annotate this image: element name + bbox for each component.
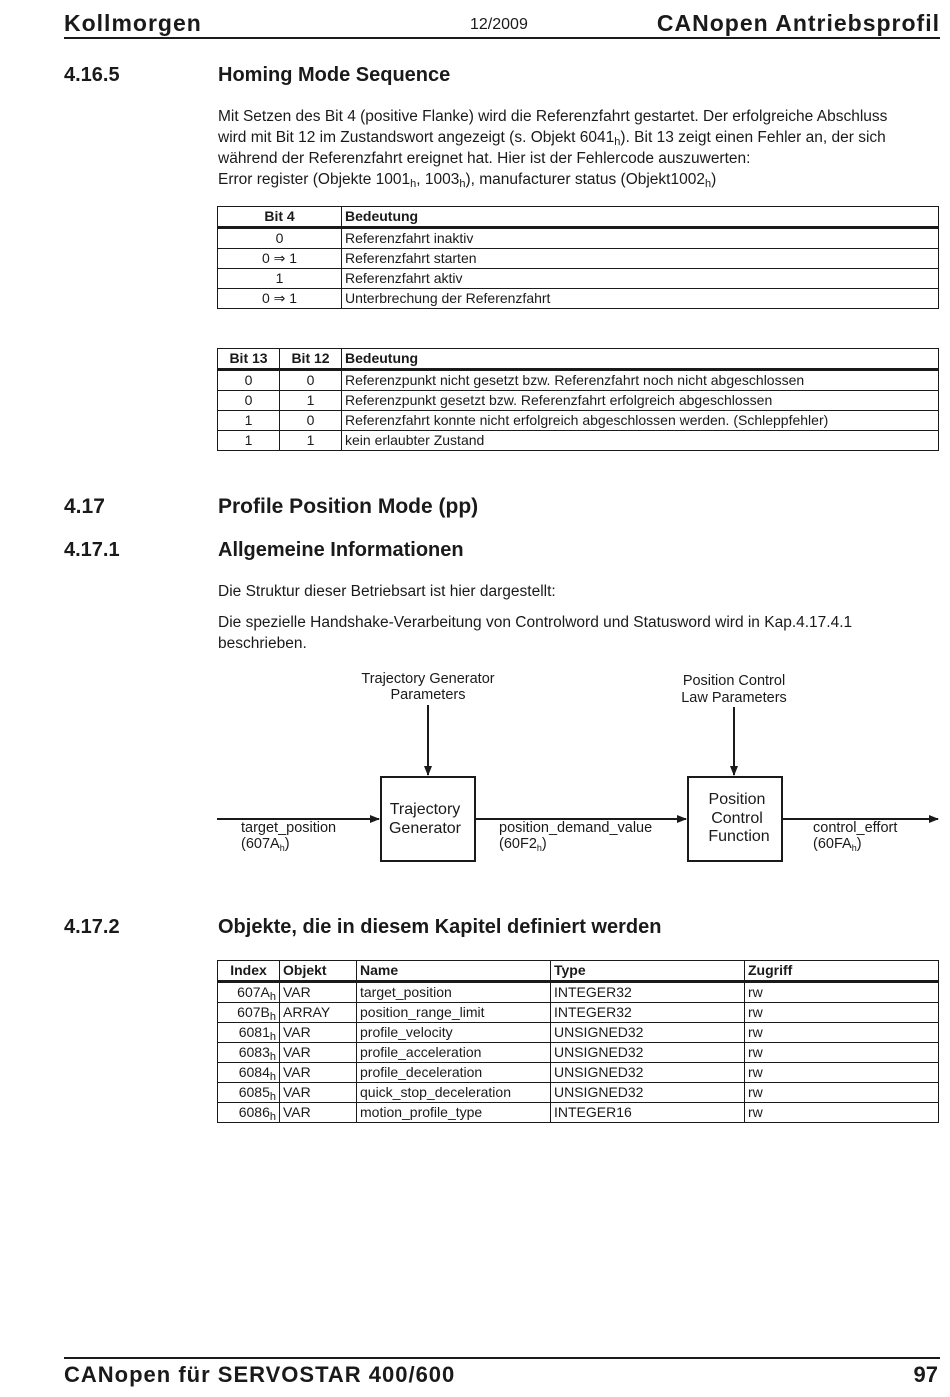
column-header: Bit 13 (218, 349, 280, 370)
table-row (218, 1103, 939, 1123)
table-cell (218, 982, 280, 1003)
para-line: Die Struktur dieser Betriebsart ist hier dargestellt: (218, 583, 556, 600)
index-value: 6084 (238, 1064, 270, 1080)
header-date: 12/2009 (470, 16, 528, 33)
para-line: wird mit Bit 12 im Zustandswort angezeigt (s. Objekt 6041 (218, 129, 615, 146)
table-row (218, 1043, 939, 1063)
table-row (218, 982, 939, 1003)
demand-signal-label: position_demand_value (499, 820, 653, 836)
subscript: h (269, 1071, 276, 1083)
header-right: CANopen Antriebsprofil (656, 10, 940, 36)
table-cell: rw (745, 1023, 939, 1043)
subscript: h (410, 178, 417, 190)
pc-box-label: Position (708, 791, 766, 808)
table-cell: UNSIGNED32 (551, 1023, 745, 1043)
section-title: Allgemeine Informationen (218, 539, 464, 561)
header-left: Kollmorgen (64, 10, 202, 36)
table-cell: VAR (280, 1103, 357, 1123)
table-cell: Referenzpunkt nicht gesetzt bzw. Referenzfahrt noch nicht abgeschlossen (342, 370, 939, 391)
trajectory-generator-box (381, 777, 475, 861)
table-cell: 0 ⇒ 1 (218, 289, 342, 309)
column-header: Bedeutung (342, 207, 939, 228)
column-header: Type (551, 961, 745, 982)
table-cell: 1 (218, 269, 342, 289)
table-cell: VAR (280, 1023, 357, 1043)
section-title: Profile Position Mode (pp) (218, 495, 479, 518)
table-cell: rw (745, 1083, 939, 1103)
table-cell: ARRAY (280, 1003, 357, 1023)
pc-box-label: Function (708, 828, 770, 845)
page-number: 97 (913, 1362, 938, 1387)
table-cell: rw (745, 1103, 939, 1123)
table-header-row (218, 961, 939, 982)
column-header: Name (357, 961, 551, 982)
input-signal-label: target_position (241, 820, 337, 836)
table-cell: 0 (218, 370, 280, 391)
index-value: 6086 (238, 1104, 270, 1120)
para-line: Mit Setzen des Bit 4 (positive Flanke) wird die Referenzfahrt gestartet. Der erfolgreiche Abschluss (218, 108, 888, 125)
subscript: h (704, 178, 712, 190)
subscript: h (614, 136, 621, 148)
table-cell: rw (745, 1063, 939, 1083)
table-cell: Referenzfahrt aktiv (342, 269, 939, 289)
table-cell: 1 (218, 431, 280, 451)
demand-signal-index: $(60F2_h)$ (499, 836, 547, 853)
subscript: h (269, 991, 276, 1003)
table-cell (218, 1023, 280, 1043)
table-row (218, 1023, 939, 1043)
table-cell: rw (745, 982, 939, 1003)
tg-params-label: Parameters (390, 687, 466, 703)
table-cell: 1 (280, 391, 342, 411)
para-line: , 1003 (416, 171, 460, 188)
table-cell: VAR (280, 982, 357, 1003)
output-signal-index: $(60FA_h)$ (813, 836, 862, 853)
table-cell: position_range_limit (357, 1003, 551, 1023)
table-cell: UNSIGNED32 (551, 1043, 745, 1063)
table-cell: 1 (218, 411, 280, 431)
column-header: Bit 12 (280, 349, 342, 370)
table-cell: Unterbrechung der Referenzfahrt (342, 289, 939, 309)
section-title: Objekte, die in diesem Kapitel definiert werden (218, 916, 662, 938)
table-row (218, 1063, 939, 1083)
table-cell: 0 ⇒ 1 (218, 249, 342, 269)
table-cell: INTEGER32 (551, 1003, 745, 1023)
index-value: 6081 (238, 1024, 270, 1040)
footer-rule (64, 1357, 940, 1359)
table-cell (218, 1103, 280, 1123)
table-cell: 0 (280, 411, 342, 431)
subscript: h (269, 1031, 276, 1043)
pc-params-label: Position Control (682, 673, 786, 689)
subscript: h (269, 1051, 276, 1063)
table-cell: quick_stop_deceleration (357, 1083, 551, 1103)
table-cell: 0 (280, 370, 342, 391)
table-cell: 0 (218, 228, 342, 249)
column-header: Objekt (280, 961, 357, 982)
para-line: Die spezielle Handshake-Verarbeitung von Controlword und Statusword wird in Kap.4.17.4.1 (218, 614, 853, 631)
table-cell: UNSIGNED32 (551, 1083, 745, 1103)
table-cell: INTEGER16 (551, 1103, 745, 1123)
table-cell: rw (745, 1043, 939, 1063)
pc-box-label: Control (711, 810, 763, 827)
table-cell: 0 (218, 391, 280, 411)
para-line: ). Bit 13 zeigt einen Fehler an, der sich (620, 129, 886, 146)
table-cell: Referenzfahrt konnte nicht erfolgreich abgeschlossen werden. (Schleppfehler) (342, 411, 939, 431)
subscript: h (269, 1091, 276, 1103)
input-signal-index: $(607A_h)$ (241, 836, 290, 853)
column-header: Bedeutung (342, 349, 939, 370)
objects-table (217, 960, 939, 1123)
column-header: Zugriff (745, 961, 939, 982)
section-number: 4.17.1 (64, 539, 120, 561)
table-cell (218, 1083, 280, 1103)
index-value: 607A (237, 984, 270, 1000)
para-line: während der Referenzfahrt ereignet hat. Hier ist der Fehlercode auszuwerten: (218, 150, 751, 167)
output-signal-label: control_effort (813, 820, 898, 836)
table-cell: kein erlaubter Zustand (342, 431, 939, 451)
table-cell: profile_deceleration (357, 1063, 551, 1083)
index-value: 6085 (238, 1084, 270, 1100)
footer-title: CANopen für SERVOSTAR 400/600 (64, 1362, 456, 1387)
table-cell (218, 1063, 280, 1083)
table-cell: target_position (357, 982, 551, 1003)
table-cell (218, 1043, 280, 1063)
table-row (218, 1003, 939, 1023)
pc-params-label: Law Parameters (681, 690, 787, 706)
table-cell: rw (745, 1003, 939, 1023)
section-number: 4.17 (64, 495, 105, 518)
table-cell: Referenzfahrt starten (342, 249, 939, 269)
table-cell: 1 (280, 431, 342, 451)
table-cell: Referenzpunkt gesetzt bzw. Referenzfahrt erfolgreich abgeschlossen (342, 391, 939, 411)
tg-params-label: Trajectory Generator (361, 671, 495, 687)
para-line: beschrieben. (218, 635, 307, 652)
subscript: h (269, 1111, 276, 1123)
tg-box-label: Trajectory (389, 801, 461, 818)
column-header: Index (218, 961, 280, 982)
table-cell: Referenzfahrt inaktiv (342, 228, 939, 249)
table-cell: INTEGER32 (551, 982, 745, 1003)
index-value: 607B (237, 1004, 270, 1020)
section-number: 4.16.5 (64, 64, 120, 86)
para-line: ) (711, 171, 717, 188)
table-cell: VAR (280, 1083, 357, 1103)
table-cell: motion_profile_type (357, 1103, 551, 1123)
para-line: Error register (Objekte 1001 (218, 171, 411, 188)
section-title: Homing Mode Sequence (218, 64, 451, 86)
subscript: h (269, 1011, 276, 1023)
table-cell (218, 1003, 280, 1023)
table-cell: VAR (280, 1043, 357, 1063)
objects-table-body (218, 982, 939, 1123)
column-header: Bit 4 (218, 207, 342, 228)
table-cell: profile_velocity (357, 1023, 551, 1043)
table-row (218, 1083, 939, 1103)
table-cell: VAR (280, 1063, 357, 1083)
section-number: 4.17.2 (64, 916, 120, 938)
table-cell: UNSIGNED32 (551, 1063, 745, 1083)
subscript: h (459, 178, 466, 190)
index-value: 6083 (238, 1044, 270, 1060)
para-line: ), manufacturer status (Objekt1002 (465, 171, 705, 188)
table-cell: profile_acceleration (357, 1043, 551, 1063)
tg-box-label: Generator (388, 820, 462, 837)
